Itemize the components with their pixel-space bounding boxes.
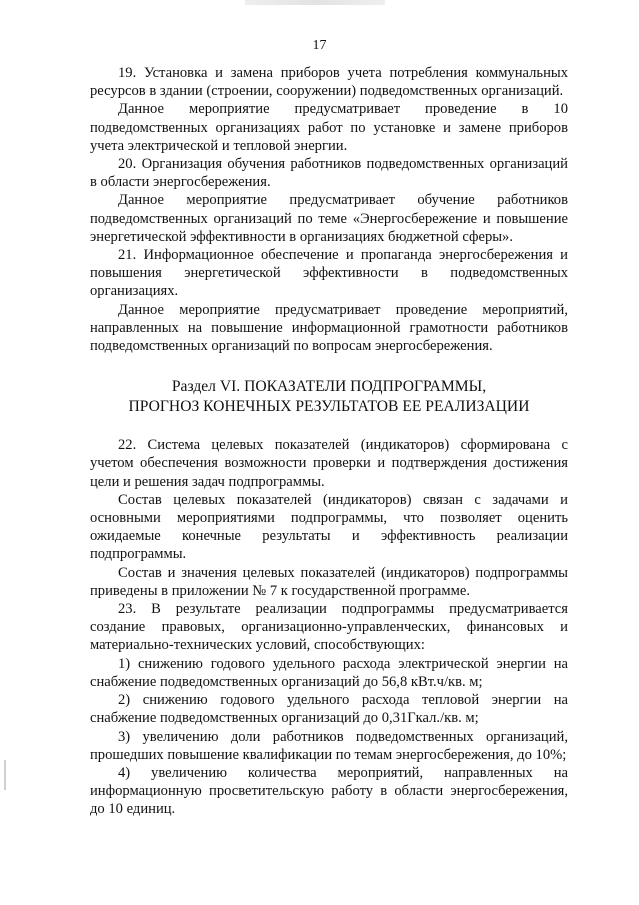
paragraph-21: 21. Информационное обеспечение и пропаганда энергосбережения и повышения энергетической эффективности в подведомственных организациях. xyxy=(90,247,568,300)
list-item-3: 3) увеличению доли работников подведомственных организаций, прошедших повышение квалификации по темам энергосбережения, до 10%; xyxy=(90,728,568,763)
paragraph-indicators-values: Состав и значения целевых показателей (индикаторов) подпрограммы приведены в приложении № 7 к государственной программе. xyxy=(90,564,568,599)
paragraph-indicators-composition: Состав целевых показателей (индикаторов) связан с задачами и основными мероприятиями подпрограммы, что позволяет оценить ожидаемые конечные результаты и эффективность реализации подпрограммы. xyxy=(90,491,568,563)
document-body xyxy=(90,64,568,819)
list-item-2: 2) снижению годового удельного расхода тепловой энергии на снабжение подведомственных организаций до 0,31Гкал./кв. м; xyxy=(90,692,568,727)
scan-edge-mark xyxy=(4,760,6,790)
section-heading xyxy=(90,377,568,416)
scan-artifact xyxy=(245,0,385,5)
paragraph-23: 23. В результате реализации подпрограммы предусматривается создание правовых, организационно-управленческих, финансовых и материально-технических условий, способствующих: xyxy=(90,601,568,654)
list-item-1: 1) снижению годового удельного расхода электрической энергии на снабжение подведомственных организаций до 56,8 кВт.ч/кв. м; xyxy=(90,655,568,690)
paragraph-22: 22. Система целевых показателей (индикаторов) сформирована с учетом обеспечения возможности проверки и подтверждения достижения цели и решения задач подпрограммы. xyxy=(90,437,568,490)
paragraph-21-description: Данное мероприятие предусматривает проведение мероприятий, направленных на повышение информационной грамотности работников подведомственных организаций по вопросам энергосбережения. xyxy=(90,301,568,355)
section-heading-line-2: ПРОГНОЗ КОНЕЧНЫХ РЕЗУЛЬТАТОВ ЕЕ РЕАЛИЗАЦИИ xyxy=(128,397,530,415)
page-number: 17 xyxy=(312,38,327,53)
paragraph-20: 20. Организация обучения работников подведомственных организаций в области энергосбережения. xyxy=(90,156,568,191)
paragraph-19-description: Данное мероприятие предусматривает проведение в 10 подведомственных организациях работ по установке и замене приборов учета электрической и тепловой энергии. xyxy=(90,101,568,154)
paragraph-19: 19. Установка и замена приборов учета потребления коммунальных ресурсов в здании (строении, сооружении) подведомственных организаций. xyxy=(90,65,568,100)
paragraph-20-description: Данное мероприятие предусматривает обучение работников подведомственных организаций по теме «Энергосбережение и повышение энергетической эффективности в организациях бюджетной сферы». xyxy=(90,192,568,245)
section-heading-line-1: Раздел VI. ПОКАЗАТЕЛИ ПОДПРОГРАММЫ, xyxy=(171,378,487,396)
list-item-4: 4) увеличению количества мероприятий, направленных на информационную просветительскую работу в области энергосбережения, до 10 единиц. xyxy=(90,764,568,818)
